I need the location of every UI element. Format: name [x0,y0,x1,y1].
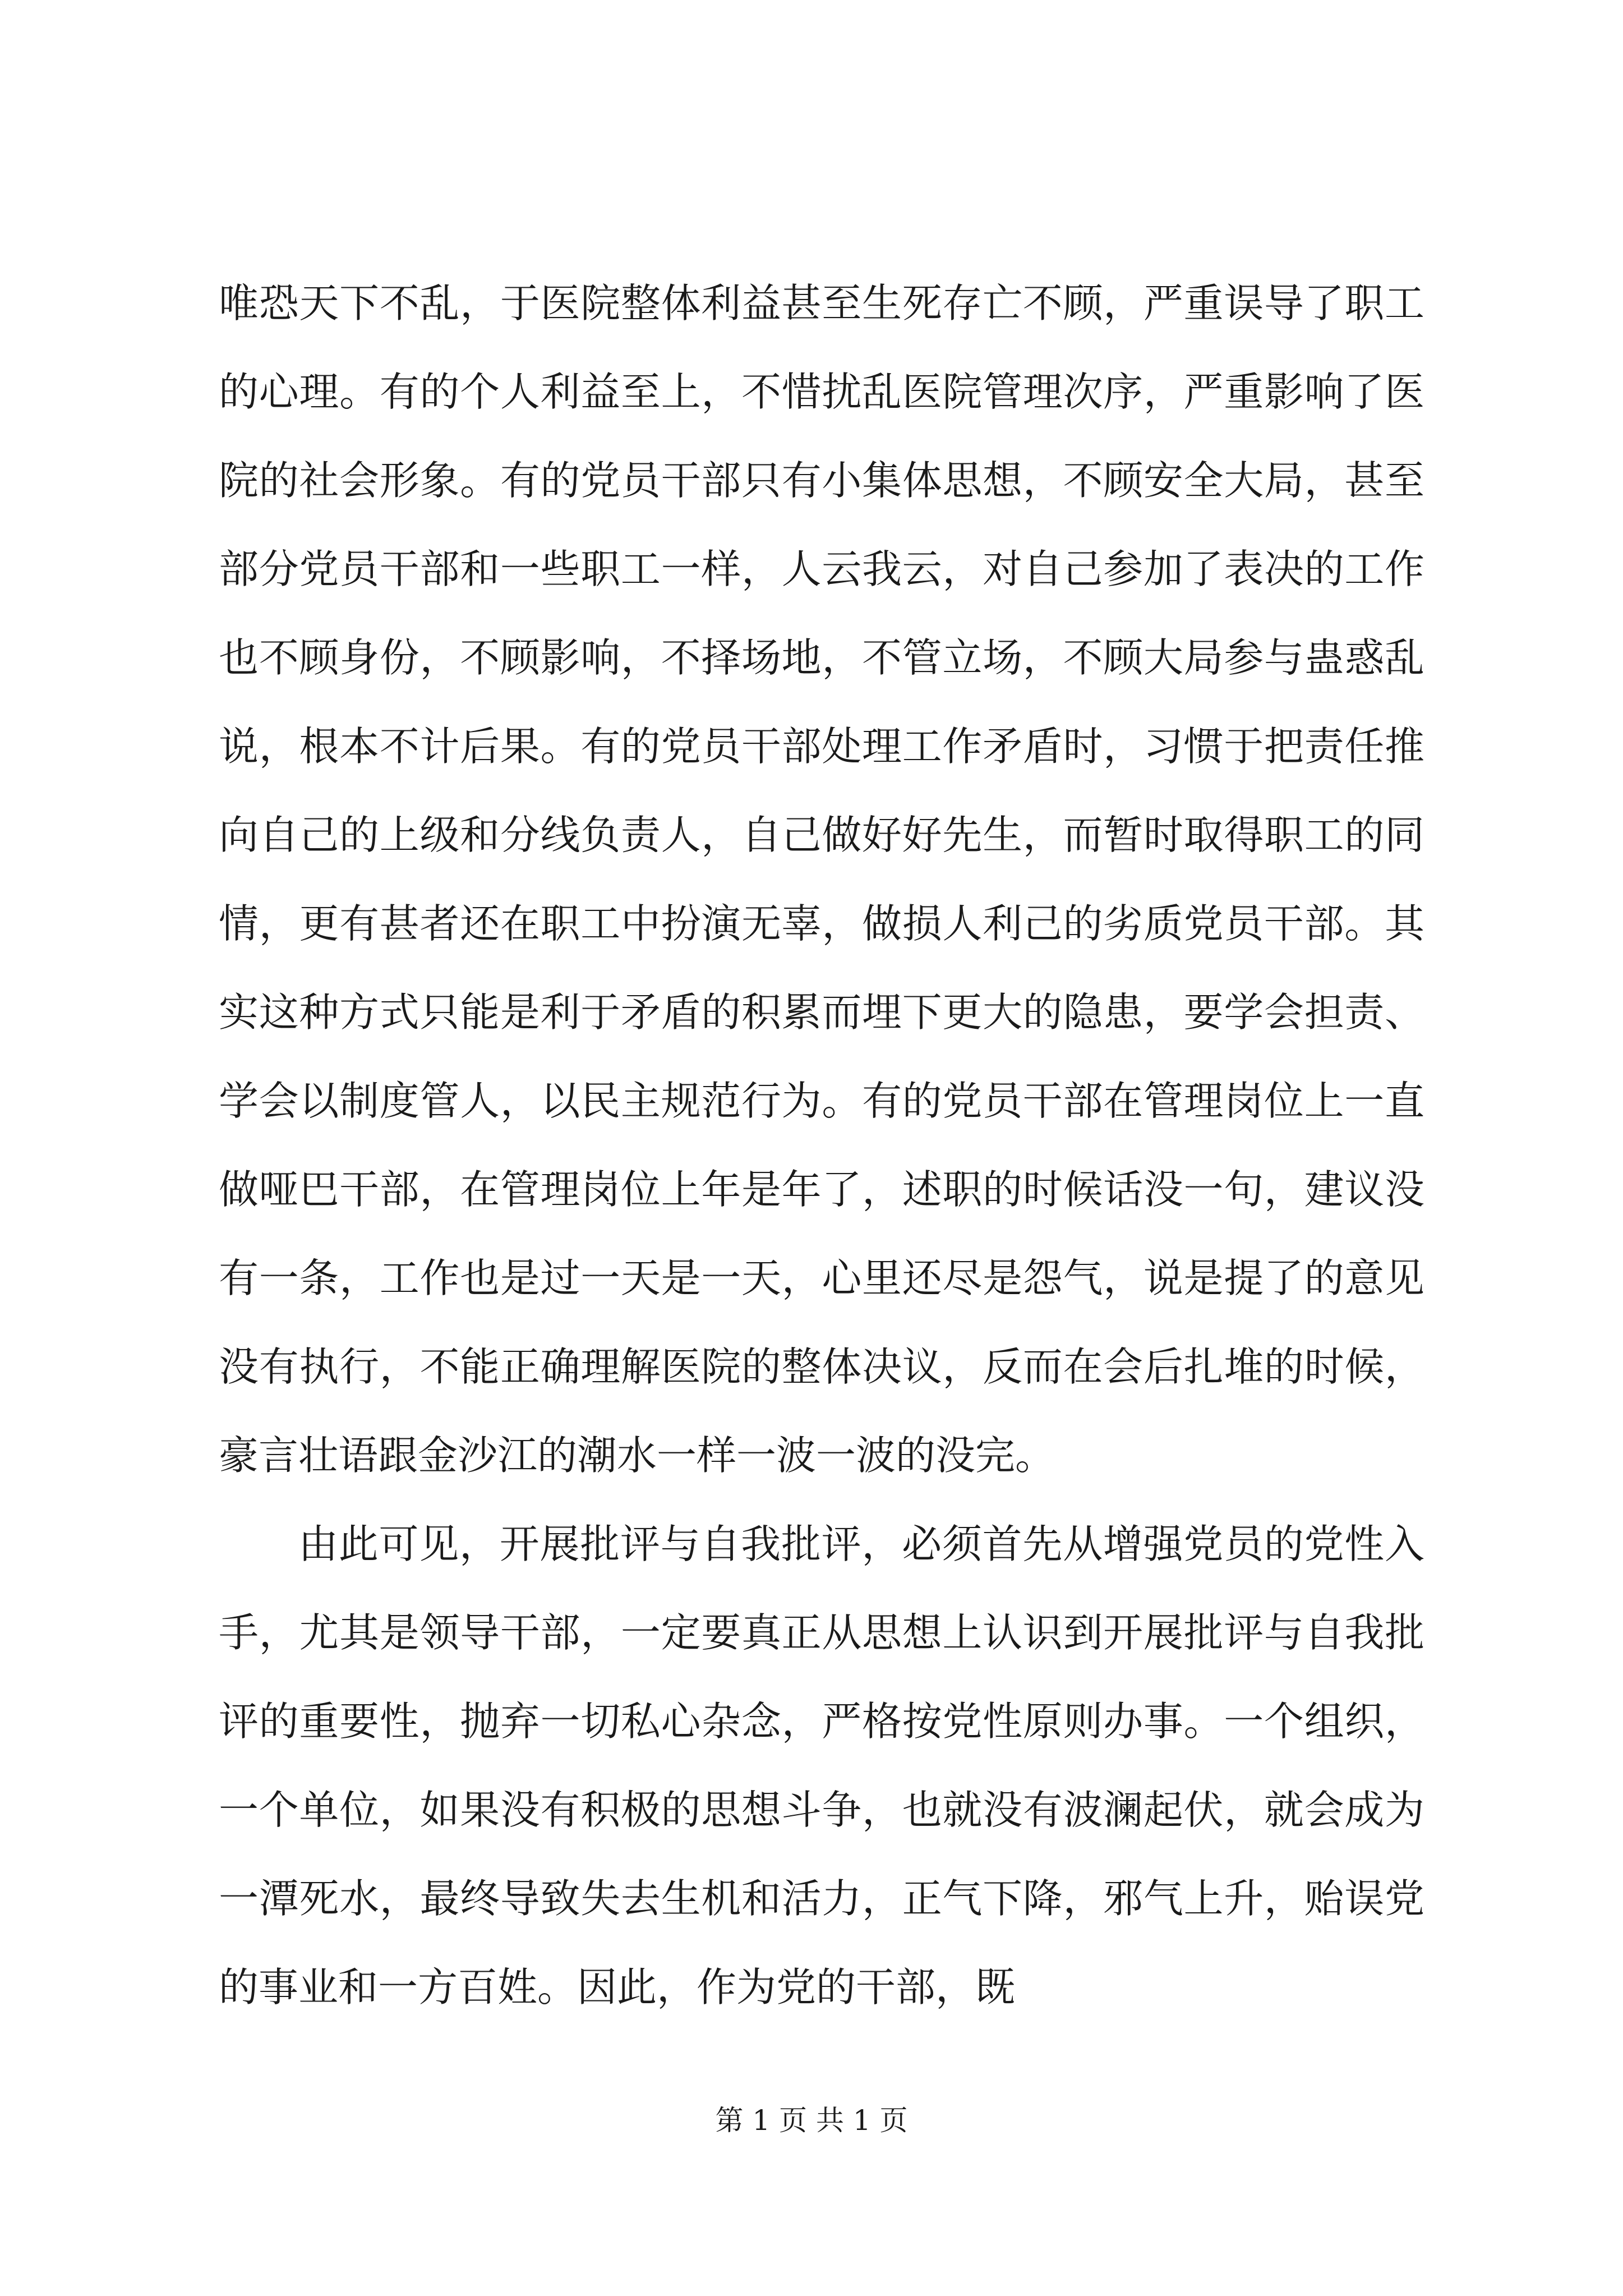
page-footer: 第 1 页 共 1 页 [715,2104,908,2137]
paragraph-continuation: 唯恐天下不乱，于医院整体利益甚至生死存亡不顾，严重误导了职工的心理。有的个人利益至上，不惜扰乱医院管理次序，严重影响了医院的社会形象。有的党员干部只有小集体思想，不顾安全大局，甚至部分党员干部和一些职工一样，人云我云，对自己参加了表决的工作也不顾身份，不顾影响，不择场地，不管立场，不顾大局参与蛊惑乱说，根本不计后果。有的党员干部处理工作矛盾时，习惯于把责任推向自己的上级和分线负责人，自己做好好先生，而暂时取得职工的同情，更有甚者还在职工中扮演无辜，做损人利己的劣质党员干部。其实这种方式只能是利于矛盾的积累而埋下更大的隐患，要学会担责、学会以制度管人，以民主规范行为。有的党员干部在管理岗位上一直做哑巴干部，在管理岗位上年是年了，述职的时候话没一句，建议没有一条，工作也是过一天是一天，心里还尽是怨气，说是提了的意见没有执行，不能正确理解医院的整体决议，反而在会后扎堆的时候，豪言壮语跟金沙江的潮水一样一波一波的没完。 [219,280,1424,1479]
document-body [219,259,1424,2032]
paragraph-conclusion: 由此可见，开展批评与自我批评，必须首先从增强党员的党性入手，尤其是领导干部，一定要真正从思想上认识到开展批评与自我批评的重要性，抛弃一切私心杂念，严格按党性原则办事。一个组织，一个单位，如果没有积极的思想斗争，也就没有波澜起伏，就会成为一潭死水，最终导致失去生机和活力，正气下降，邪气上升，贻误党的事业和一方百姓。因此，作为党的干部，既 [219,1521,1424,2010]
